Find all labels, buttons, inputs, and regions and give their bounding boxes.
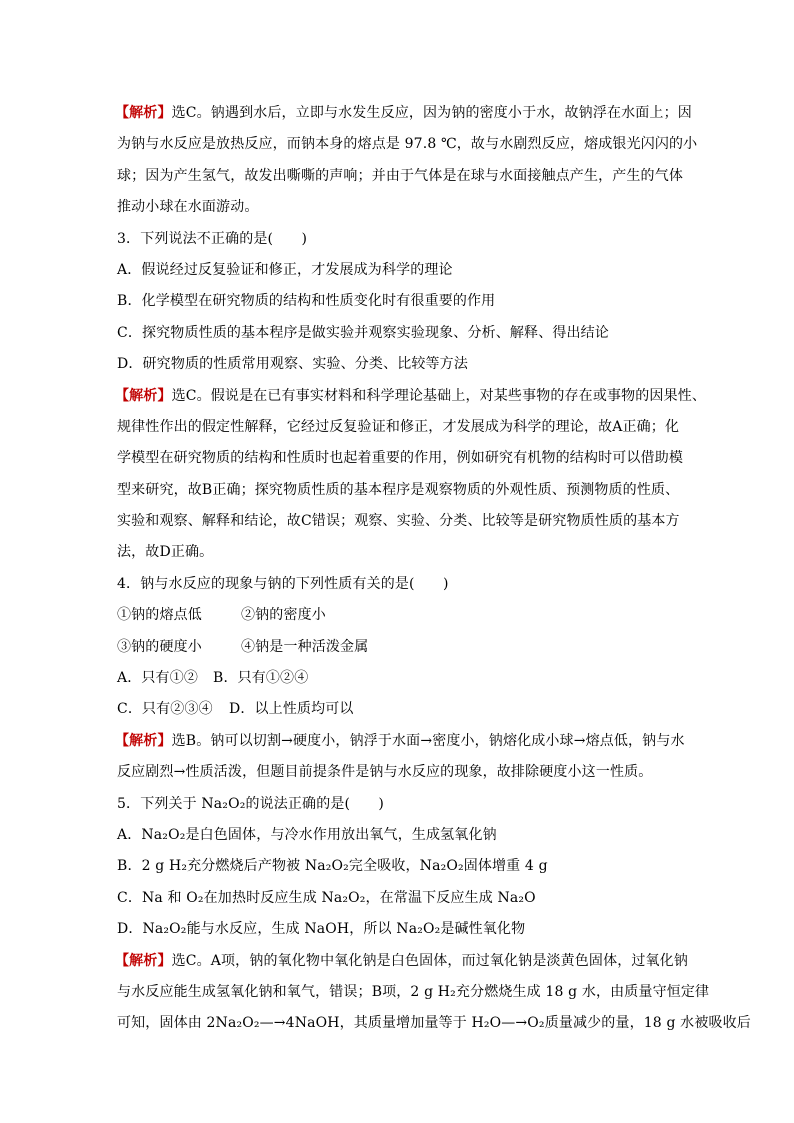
analysis-line: 【解析】选C。A项，钠的氧化物中氧化钠是白色固体，而过氧化钠是淡黄色固体，过氧化钠: [115, 952, 688, 969]
option-a: A．假说经过反复验证和修正，才发展成为科学的理论: [117, 261, 453, 278]
analysis-line: 反应剧烈→性质活泼，但题目前提条件是钠与水反应的现象，故排除硬度小这一性质。: [117, 764, 653, 781]
question-5: [117, 789, 675, 946]
document-content: [115, 98, 751, 1040]
option-row: [117, 663, 675, 694]
item-1: ①钠的熔点低: [117, 607, 202, 624]
option-a: A．只有①②: [117, 670, 199, 687]
option-b: B．化学模型在研究物质的结构和性质变化时有很重要的作用: [117, 293, 496, 310]
analysis-tag: 【解析】: [115, 732, 172, 749]
analysis-line: 为钠与水反应是放热反应，而钠本身的熔点是 97.8 ℃，故与水剧烈反应，熔成银光闪闪的小: [117, 136, 698, 153]
option-a: A．Na₂O₂是白色固体，与冷水作用放出氧气，生成氢氧化钠: [117, 826, 497, 843]
analysis-block: [115, 381, 707, 569]
option-row: [117, 694, 675, 725]
option-d: D．研究物质的性质常用观察、实验、分类、比较等方法: [117, 356, 468, 373]
analysis-tag: 【解析】: [115, 387, 172, 404]
analysis-block: [115, 726, 685, 789]
option-c: C．探究物质性质的基本程序是做实验并观察实验现象、分析、解释、得出结论: [117, 324, 609, 341]
analysis-line: 【解析】选C。假说是在已有事实材料和科学理论基础上，对某些事物的存在或事物的因果性、: [115, 387, 707, 404]
option-d: D．Na₂O₂能与水反应，生成 NaOH，所以 Na₂O₂是碱性氧化物: [117, 921, 526, 938]
item-4: ④钠是一种活泼金属: [241, 638, 369, 655]
analysis-line: 【解析】选B。钠可以切割→硬度小，钠浮于水面→密度小，钠熔化成小球→熔点低，钠与水: [115, 732, 685, 749]
item-row: [117, 600, 675, 631]
analysis-line: 实验和观察、解释和结论，故C错误；观察、实验、分类、比较等是研究物质性质的基本方: [117, 513, 680, 530]
analysis-line: 法，故D正确。: [117, 544, 214, 561]
question-stem: 3．下列说法不正确的是( ): [117, 230, 308, 247]
analysis-line: 可知，固体由 2Na₂O₂—→4NaOH，其质量增加量等于 H₂O—→O₂质量减少的量，18 g 水被吸收后: [117, 1015, 751, 1032]
option-c: C．只有②③④: [117, 701, 213, 718]
question-4: [117, 569, 675, 726]
option-b: B．2 g H₂充分燃烧后产物被 Na₂O₂完全吸收，Na₂O₂固体增重 4 g: [117, 858, 548, 875]
item-3: ③钠的硬度小: [117, 638, 202, 655]
item-row: [117, 632, 675, 663]
question-stem: 5．下列关于 Na₂O₂的说法正确的是( ): [117, 795, 385, 812]
analysis-block: [115, 946, 751, 1040]
option-c: C．Na 和 O₂在加热时反应生成 Na₂O₂，在常温下反应生成 Na₂O: [117, 889, 536, 906]
analysis-line: 与水反应能生成氢氧化钠和氧气，错误；B项，2 g H₂充分燃烧生成 18 g 水，由质量守恒定律: [117, 983, 710, 1000]
option-d: D．以上性质均可以: [229, 701, 354, 718]
item-2: ②钠的密度小: [241, 607, 326, 624]
analysis-tag: 【解析】: [115, 105, 172, 121]
question-stem: 4．钠与水反应的现象与钠的下列性质有关的是( ): [117, 575, 449, 592]
analysis-block: [115, 98, 698, 224]
analysis-line: 学模型在研究物质的结构和性质时也起着重要的作用，例如研究有机物的结构时可以借助模: [117, 450, 683, 467]
option-b: B．只有①②④: [213, 670, 309, 687]
analysis-line: 【解析】选C。钠遇到水后，立即与水发生反应，因为钠的密度小于水，故钠浮在水面上；因: [115, 105, 692, 121]
analysis-line: 球；因为产生氢气，故发出嘶嘶的声响；并由于气体是在球与水面接触点产生，产生的气体: [117, 167, 683, 184]
analysis-line: 型来研究，故B正确；探究物质性质的基本程序是观察物质的外观性质、预测物质的性质、: [117, 481, 680, 498]
analysis-line: 规律性作出的假定性解释，它经过反复验证和修正，才发展成为科学的理论，故A正确；化: [117, 418, 680, 435]
analysis-line: 推动小球在水面游动。: [117, 199, 259, 216]
question-3: [117, 224, 675, 381]
analysis-tag: 【解析】: [115, 952, 172, 969]
